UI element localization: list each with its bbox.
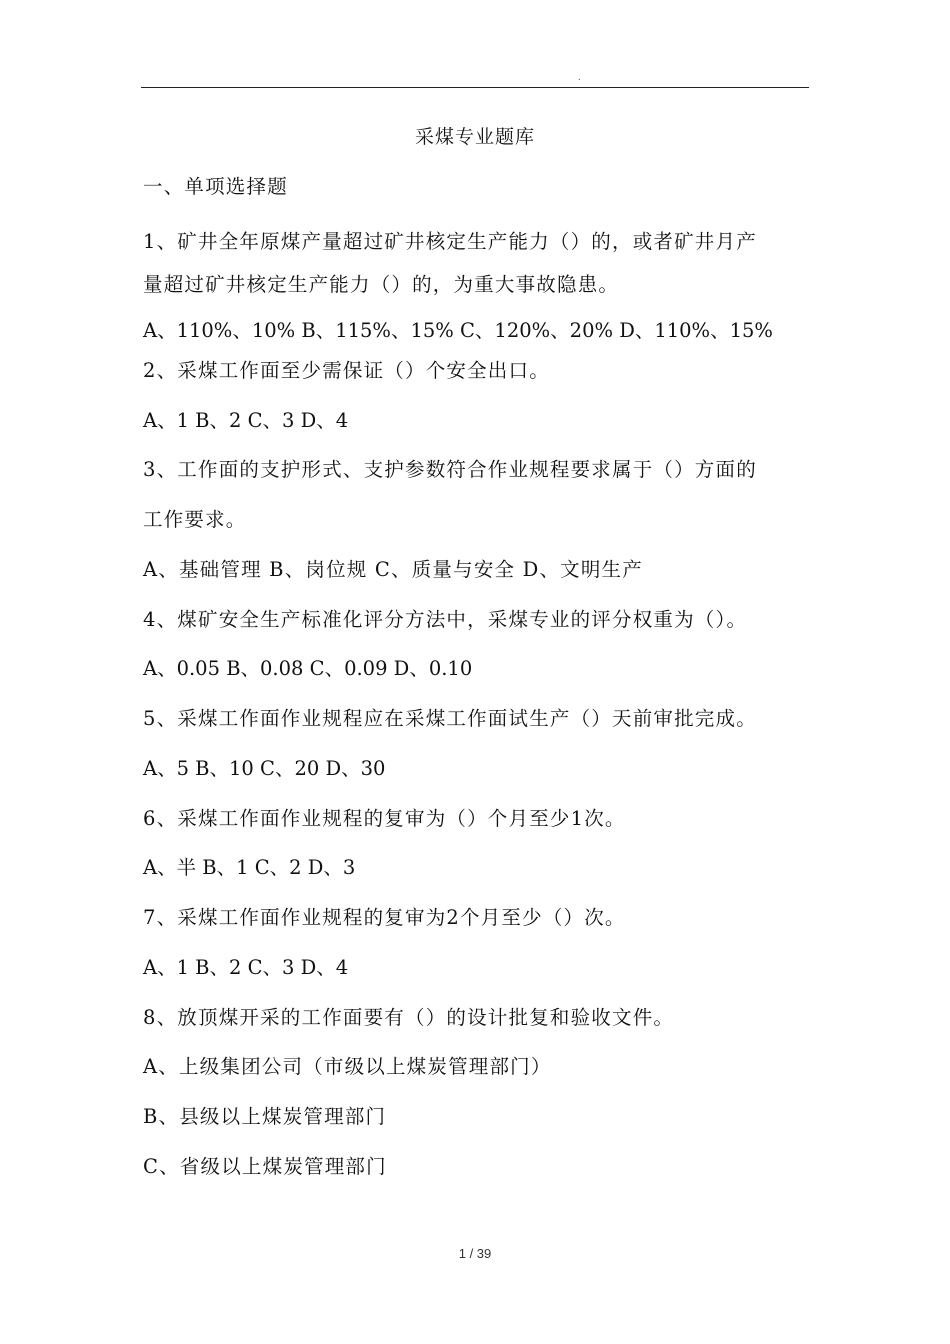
question-1-line-2: 量超过矿井核定生产能力（）的，为重大事故隐患。: [143, 273, 620, 296]
question-6: 6、采煤工作面作业规程的复审为（）个月至少1次。: [143, 807, 626, 830]
question-3-line-1: 3、工作面的支护形式、支护参数符合作业规程要求属于（）方面的: [143, 458, 757, 481]
document-title: 采煤专业题库: [414, 126, 535, 148]
question-1-line-1: 1、矿井全年原煤产量超过矿井核定生产能力（）的，或者矿井月产: [143, 230, 757, 253]
question-4: 4、煤矿安全生产标准化评分方法中，采煤专业的评分权重为（）。: [143, 608, 748, 631]
question-2-options: A、1 B、2 C、3 D、4: [143, 409, 349, 432]
header-mark: .: [578, 73, 581, 82]
question-1-options: A、110%、10% B、115%、15% C、120%、20% D、110%、15%: [143, 319, 773, 342]
header-rule: [141, 87, 809, 88]
question-8-option-c: C、省级以上煤炭管理部门: [143, 1155, 387, 1178]
question-5-options: A、5 B、10 C、20 D、30: [143, 757, 386, 780]
question-2: 2、采煤工作面至少需保证（）个安全出口。: [143, 359, 550, 382]
question-6-options: A、半 B、1 C、2 D、3: [143, 856, 356, 879]
question-8-option-a: A、上级集团公司（市级以上煤炭管理部门）: [143, 1055, 552, 1078]
question-4-options: A、0.05 B、0.08 C、0.09 D、0.10: [143, 657, 473, 680]
question-7: 7、采煤工作面作业规程的复审为2个月至少（）次。: [143, 906, 626, 929]
question-7-options: A、1 B、2 C、3 D、4: [143, 956, 349, 979]
question-8-option-b: B、县级以上煤炭管理部门: [143, 1105, 387, 1128]
page-indicator: 1 / 39: [458, 1246, 492, 1261]
question-3-line-2: 工作要求。: [143, 508, 247, 531]
question-5: 5、采煤工作面作业规程应在采煤工作面试生产（）天前审批完成。: [143, 707, 757, 730]
question-8: 8、放顶煤开采的工作面要有（）的设计批复和验收文件。: [143, 1006, 675, 1029]
question-3-options: A、基础管理 B、岗位规 C、质量与安全 D、文明生产: [143, 558, 643, 581]
section-heading: 一、单项选择题: [143, 175, 288, 198]
